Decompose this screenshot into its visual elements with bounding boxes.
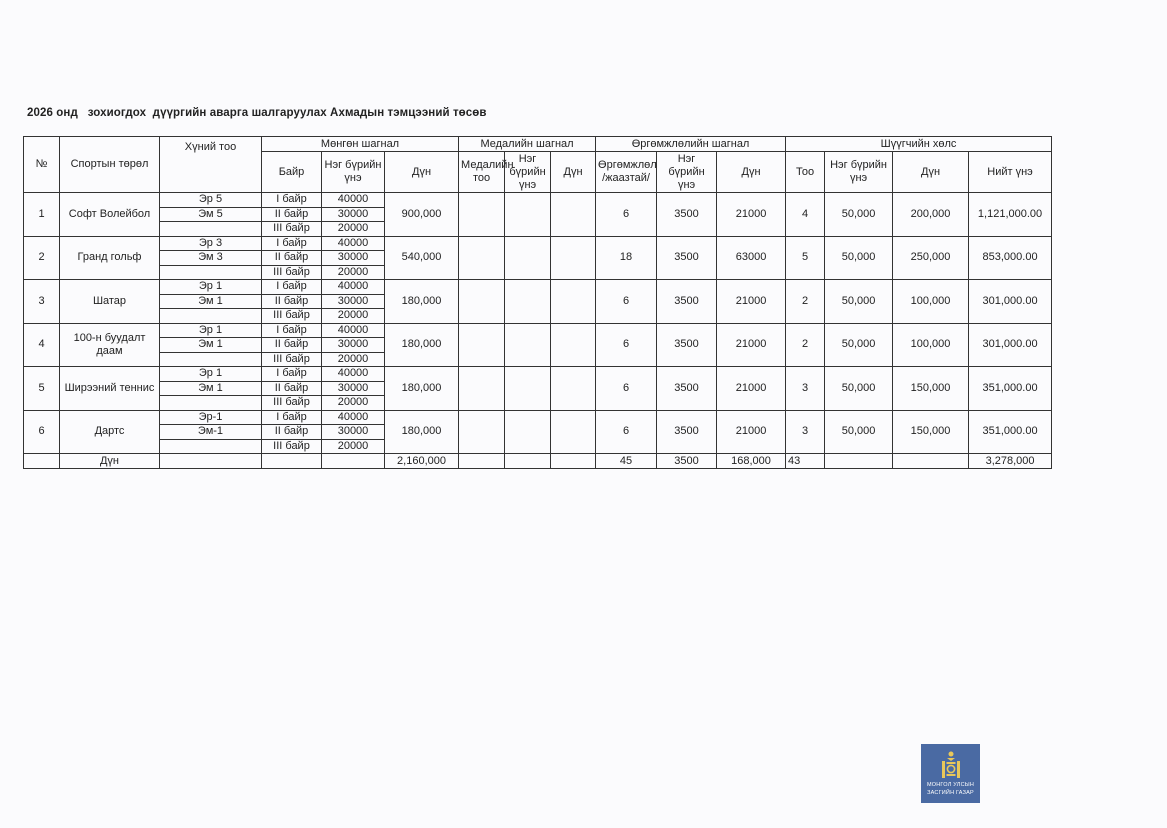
row-medal-count: [459, 323, 505, 367]
row-place-price: 40000: [322, 280, 385, 295]
header-medal-unit-price: Нэг бүрийн үнэ: [505, 152, 551, 193]
row-place-price: 30000: [322, 425, 385, 440]
table-row: [24, 367, 1052, 382]
row-people: Эр 3: [160, 236, 262, 251]
row-cert-count: 6: [596, 410, 657, 454]
row-judge-unit: 50,000: [825, 236, 893, 280]
row-cert-count: 6: [596, 367, 657, 411]
row-place: II байр: [262, 207, 322, 222]
row-judge-amount: 250,000: [893, 236, 969, 280]
row-place: III байр: [262, 309, 322, 324]
row-judge-amount: 150,000: [893, 410, 969, 454]
row-total: 301,000.00: [969, 280, 1052, 324]
row-place: III байр: [262, 222, 322, 237]
header-judge-amount: Дүн: [893, 152, 969, 193]
row-people: Эм 1: [160, 294, 262, 309]
row-sport: Шатар: [60, 280, 160, 324]
header-money-unit-price: Нэг бүрийн үнэ: [322, 152, 385, 193]
header-money-amount: Дүн: [385, 152, 459, 193]
total-empty: [160, 454, 262, 469]
row-medal-amount: [551, 367, 596, 411]
total-empty: [551, 454, 596, 469]
row-total: 351,000.00: [969, 367, 1052, 411]
table-row: [24, 236, 1052, 251]
budget-table: [23, 136, 1052, 469]
row-place: II байр: [262, 381, 322, 396]
row-people: [160, 309, 262, 324]
row-medal-count: [459, 367, 505, 411]
row-sport: Гранд гольф: [60, 236, 160, 280]
row-people: Эм 3: [160, 251, 262, 266]
logo-text-line2: ЗАСГИЙН ГАЗАР: [927, 790, 974, 796]
row-cert-count: 6: [596, 193, 657, 237]
total-grand: 3,278,000: [969, 454, 1052, 469]
row-judge-unit: 50,000: [825, 410, 893, 454]
row-no: 4: [24, 323, 60, 367]
row-place: I байр: [262, 236, 322, 251]
row-cert-unit: 3500: [657, 410, 717, 454]
row-medal-amount: [551, 323, 596, 367]
row-sport: Дартс: [60, 410, 160, 454]
row-cert-unit: 3500: [657, 323, 717, 367]
row-cert-unit: 3500: [657, 367, 717, 411]
row-place-price: 40000: [322, 323, 385, 338]
total-cert-unit: 3500: [657, 454, 717, 469]
row-medal-count: [459, 410, 505, 454]
row-medal-unit: [505, 323, 551, 367]
row-place: I байр: [262, 193, 322, 208]
row-people: Эр 1: [160, 367, 262, 382]
header-sport: Спортын төрөл: [60, 137, 160, 193]
table-body: [24, 193, 1052, 454]
row-people: [160, 265, 262, 280]
row-place: I байр: [262, 410, 322, 425]
row-no: 2: [24, 236, 60, 280]
row-judge-unit: 50,000: [825, 367, 893, 411]
row-place-price: 20000: [322, 439, 385, 454]
header-judge-count: Тоо: [786, 152, 825, 193]
row-people: [160, 352, 262, 367]
row-judge-count: 3: [786, 410, 825, 454]
row-place-price: 20000: [322, 265, 385, 280]
row-place: III байр: [262, 439, 322, 454]
row-place: III байр: [262, 265, 322, 280]
totals-row: [24, 454, 1052, 469]
total-label: Дүн: [60, 454, 160, 469]
row-cert-unit: 3500: [657, 193, 717, 237]
government-logo: [921, 744, 980, 803]
logo-text-line1: МОНГОЛ УЛСЫН: [927, 782, 974, 788]
row-people: [160, 396, 262, 411]
row-sport: Софт Волейбол: [60, 193, 160, 237]
header-judge-group: Шүүгчийн хөлс: [786, 137, 1052, 152]
row-total: 301,000.00: [969, 323, 1052, 367]
row-medal-amount: [551, 280, 596, 324]
row-no: 3: [24, 280, 60, 324]
row-cert-amount: 21000: [717, 193, 786, 237]
row-judge-unit: 50,000: [825, 323, 893, 367]
row-place-price: 40000: [322, 236, 385, 251]
row-medal-unit: [505, 367, 551, 411]
total-empty: [262, 454, 322, 469]
row-cert-amount: 63000: [717, 236, 786, 280]
row-no: 5: [24, 367, 60, 411]
row-cert-amount: 21000: [717, 323, 786, 367]
header-medal-count: Медалийн тоо: [459, 152, 505, 193]
header-medal-amount: Дүн: [551, 152, 596, 193]
row-money-amount: 540,000: [385, 236, 459, 280]
row-place-price: 20000: [322, 396, 385, 411]
row-place: I байр: [262, 280, 322, 295]
row-people: Эм-1: [160, 425, 262, 440]
document-title: 2026 онд зохиогдох дүүргийн аварга шалгаруулах Ахмадын тэмцээний төсөв: [27, 107, 487, 119]
total-cert-amount: 168,000: [717, 454, 786, 469]
row-medal-amount: [551, 236, 596, 280]
row-cert-count: 6: [596, 280, 657, 324]
row-cert-amount: 21000: [717, 280, 786, 324]
row-medal-unit: [505, 236, 551, 280]
row-judge-amount: 100,000: [893, 280, 969, 324]
row-money-amount: 900,000: [385, 193, 459, 237]
row-place: I байр: [262, 323, 322, 338]
row-cert-count: 18: [596, 236, 657, 280]
soyombo-emblem-icon: [938, 750, 964, 780]
header-certificate-unit-price: Нэг бүрийн үнэ: [657, 152, 717, 193]
row-people: [160, 222, 262, 237]
row-medal-amount: [551, 193, 596, 237]
row-place-price: 40000: [322, 367, 385, 382]
header-money-group: Мөнгөн шагнал: [262, 137, 459, 152]
total-empty: [459, 454, 505, 469]
row-total: 853,000.00: [969, 236, 1052, 280]
header-place: Байр: [262, 152, 322, 193]
row-total: 351,000.00: [969, 410, 1052, 454]
row-judge-count: 4: [786, 193, 825, 237]
row-no: 1: [24, 193, 60, 237]
row-place-price: 30000: [322, 381, 385, 396]
row-money-amount: 180,000: [385, 323, 459, 367]
total-empty: [505, 454, 551, 469]
header-no: №: [24, 137, 60, 193]
row-medal-count: [459, 193, 505, 237]
row-place-price: 30000: [322, 207, 385, 222]
row-money-amount: 180,000: [385, 367, 459, 411]
table-row: [24, 193, 1052, 208]
table-row: [24, 323, 1052, 338]
row-medal-count: [459, 280, 505, 324]
row-place: III байр: [262, 352, 322, 367]
row-place-price: 20000: [322, 222, 385, 237]
header-total-price: Нийт үнэ: [969, 152, 1052, 193]
row-judge-count: 2: [786, 323, 825, 367]
row-medal-unit: [505, 280, 551, 324]
row-place-price: 20000: [322, 352, 385, 367]
row-place: II байр: [262, 294, 322, 309]
row-place-price: 30000: [322, 294, 385, 309]
row-people: Эр-1: [160, 410, 262, 425]
row-judge-unit: 50,000: [825, 280, 893, 324]
total-empty: [24, 454, 60, 469]
total-cert-count: 45: [596, 454, 657, 469]
row-people: Эр 1: [160, 323, 262, 338]
row-place: I байр: [262, 367, 322, 382]
row-judge-count: 5: [786, 236, 825, 280]
row-judge-amount: 200,000: [893, 193, 969, 237]
row-medal-amount: [551, 410, 596, 454]
row-judge-amount: 100,000: [893, 323, 969, 367]
row-place-price: 40000: [322, 410, 385, 425]
row-total: 1,121,000.00: [969, 193, 1052, 237]
row-place-price: 30000: [322, 251, 385, 266]
header-medal-group: Медалийн шагнал: [459, 137, 596, 152]
header-certificate-amount: Дүн: [717, 152, 786, 193]
table-row: [24, 280, 1052, 295]
header-certificate-count: Өргөмжлөл /жаазтай/: [596, 152, 657, 193]
row-people: Эр 1: [160, 280, 262, 295]
header-certificate-group: Өргөмжлөлийн шагнал: [596, 137, 786, 152]
total-empty: [893, 454, 969, 469]
row-no: 6: [24, 410, 60, 454]
row-cert-amount: 21000: [717, 410, 786, 454]
row-judge-count: 2: [786, 280, 825, 324]
row-money-amount: 180,000: [385, 410, 459, 454]
row-cert-count: 6: [596, 323, 657, 367]
header-judge-unit-price: Нэг бүрийн үнэ: [825, 152, 893, 193]
row-cert-amount: 21000: [717, 367, 786, 411]
row-place: II байр: [262, 425, 322, 440]
total-empty: [825, 454, 893, 469]
total-judge-count: 43: [786, 454, 825, 469]
row-judge-amount: 150,000: [893, 367, 969, 411]
row-place: II байр: [262, 338, 322, 353]
row-people: Эм 1: [160, 338, 262, 353]
row-place-price: 30000: [322, 338, 385, 353]
row-place: III байр: [262, 396, 322, 411]
header-people: Хүний тоо: [160, 137, 262, 193]
row-place: II байр: [262, 251, 322, 266]
row-judge-unit: 50,000: [825, 193, 893, 237]
row-cert-unit: 3500: [657, 236, 717, 280]
row-medal-unit: [505, 193, 551, 237]
row-sport: 100-н буудалт даам: [60, 323, 160, 367]
row-money-amount: 180,000: [385, 280, 459, 324]
table-row: [24, 410, 1052, 425]
row-place-price: 20000: [322, 309, 385, 324]
total-empty: [322, 454, 385, 469]
row-sport: Ширээний теннис: [60, 367, 160, 411]
row-medal-unit: [505, 410, 551, 454]
row-medal-count: [459, 236, 505, 280]
row-people: Эм 1: [160, 381, 262, 396]
row-people: [160, 439, 262, 454]
row-people: Эр 5: [160, 193, 262, 208]
row-cert-unit: 3500: [657, 280, 717, 324]
row-place-price: 40000: [322, 193, 385, 208]
total-money-amount: 2,160,000: [385, 454, 459, 469]
row-judge-count: 3: [786, 367, 825, 411]
row-people: Эм 5: [160, 207, 262, 222]
